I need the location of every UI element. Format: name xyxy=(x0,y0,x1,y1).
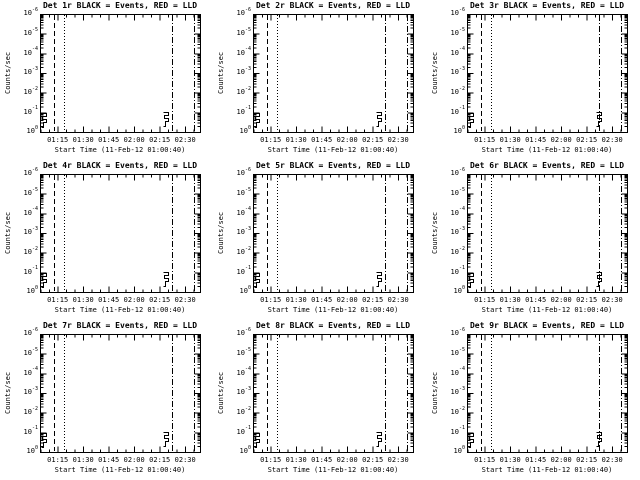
y-tick-label: $10^{-1}$ xyxy=(236,265,251,276)
events-trace xyxy=(164,113,169,127)
y-axis-title xyxy=(215,174,227,292)
x-tick-label: 01:15 xyxy=(260,296,282,304)
events-trace xyxy=(377,113,382,127)
x-tick-label: 02:15 xyxy=(576,136,598,144)
x-tick-label: 01:30 xyxy=(72,136,94,144)
y-axis-title-text: Counts/sec xyxy=(217,371,225,415)
y-tick-label: $10^0$ xyxy=(453,125,465,136)
x-tick-label: 02:00 xyxy=(336,136,358,144)
x-tick-label: 02:30 xyxy=(387,456,409,464)
events-trace xyxy=(377,273,382,287)
vertical-marker-lines xyxy=(268,15,408,131)
events-traces xyxy=(469,273,602,288)
x-axis-title: Start Time (11-Feb-12 01:00:40) xyxy=(54,306,186,314)
vertical-marker-lines xyxy=(482,175,622,291)
y-tick-label: $10^{-5}$ xyxy=(450,26,465,37)
y-tick-label: $10^{-2}$ xyxy=(23,405,38,416)
vertical-marker-lines xyxy=(55,15,195,131)
x-axis-title: Start Time (11-Feb-12 01:00:40) xyxy=(481,146,613,154)
plot-area xyxy=(253,334,415,454)
x-tick-label: 01:15 xyxy=(47,296,69,304)
plot-area xyxy=(253,174,415,294)
x-tick-label: 02:15 xyxy=(149,296,171,304)
x-tick-label: 02:30 xyxy=(387,296,409,304)
y-axis-title-text: Counts/sec xyxy=(431,51,439,95)
y-tick-label: $10^{-6}$ xyxy=(236,7,251,18)
y-tick-label: $10^{-5}$ xyxy=(236,346,251,357)
y-tick-label: $10^0$ xyxy=(26,285,38,296)
panel-title: Det 4r BLACK = Events, RED = LLD xyxy=(42,161,198,170)
panel-title: Det 3r BLACK = Events, RED = LLD xyxy=(469,1,625,10)
y-tick-label: $10^{-2}$ xyxy=(450,245,465,256)
vertical-marker-lines xyxy=(268,335,408,451)
x-axis-title: Start Time (11-Feb-12 01:00:40) xyxy=(481,466,613,474)
y-tick-label: $10^{-4}$ xyxy=(236,206,251,217)
vertical-marker-lines xyxy=(268,175,408,291)
y-tick-label: $10^{-3}$ xyxy=(23,386,38,397)
x-tick-label: 02:00 xyxy=(123,296,145,304)
y-axis-title-text: Counts/sec xyxy=(4,371,12,415)
y-tick-label: $10^{-2}$ xyxy=(23,85,38,96)
events-traces xyxy=(42,113,169,128)
events-trace xyxy=(164,433,169,447)
y-axis-title xyxy=(2,174,14,292)
x-tick-label: 01:45 xyxy=(525,296,547,304)
x-tick-label: 01:30 xyxy=(499,296,521,304)
y-tick-label: $10^{-3}$ xyxy=(450,226,465,237)
y-tick-label: $10^{-3}$ xyxy=(236,386,251,397)
x-tick-label: 01:15 xyxy=(474,136,496,144)
y-tick-label: $10^{-2}$ xyxy=(236,405,251,416)
y-axis-title xyxy=(429,174,441,292)
panel-title: Det 1r BLACK = Events, RED = LLD xyxy=(42,1,198,10)
y-tick-label: $10^{-5}$ xyxy=(23,26,38,37)
y-tick-label: $10^0$ xyxy=(239,445,251,456)
y-axis-title xyxy=(429,14,441,132)
y-tick-label: $10^{-4}$ xyxy=(236,366,251,377)
y-tick-label: $10^{-5}$ xyxy=(450,346,465,357)
plot-area xyxy=(467,174,629,294)
y-tick-label: $10^{-4}$ xyxy=(23,366,38,377)
y-tick-label: $10^{-3}$ xyxy=(450,66,465,77)
x-tick-label: 02:15 xyxy=(149,456,171,464)
plot-panel-det-9r xyxy=(427,320,640,480)
y-tick-label: $10^0$ xyxy=(239,285,251,296)
y-tick-label: $10^{-6}$ xyxy=(23,167,38,178)
events-traces xyxy=(255,113,382,128)
x-tick-label: 01:30 xyxy=(499,456,521,464)
y-tick-label: $10^{-3}$ xyxy=(236,226,251,237)
panel-title: Det 9r BLACK = Events, RED = LLD xyxy=(469,321,625,330)
x-tick-label: 02:00 xyxy=(550,296,572,304)
y-tick-label: $10^{-5}$ xyxy=(236,26,251,37)
y-tick-label: $10^{-6}$ xyxy=(236,167,251,178)
x-tick-label: 02:30 xyxy=(174,456,196,464)
y-tick-label: $10^{-2}$ xyxy=(23,245,38,256)
x-tick-label: 01:45 xyxy=(311,296,333,304)
vertical-marker-lines xyxy=(482,15,622,131)
panel-title: Det 2r BLACK = Events, RED = LLD xyxy=(255,1,411,10)
events-traces xyxy=(469,113,602,128)
x-tick-label: 02:15 xyxy=(576,456,598,464)
y-tick-label: $10^{-6}$ xyxy=(23,327,38,338)
x-axis-title: Start Time (11-Feb-12 01:00:40) xyxy=(54,466,186,474)
x-tick-label: 01:45 xyxy=(98,296,120,304)
vertical-marker-lines xyxy=(55,175,195,291)
x-tick-label: 02:30 xyxy=(174,296,196,304)
x-axis-title: Start Time (11-Feb-12 01:00:40) xyxy=(267,306,399,314)
y-tick-label: $10^{-6}$ xyxy=(23,7,38,18)
x-tick-label: 01:15 xyxy=(474,296,496,304)
x-tick-label: 01:15 xyxy=(260,456,282,464)
plot-panel-det-3r xyxy=(427,0,640,160)
events-traces xyxy=(42,273,169,288)
panel-title: Det 6r BLACK = Events, RED = LLD xyxy=(469,161,625,170)
y-tick-label: $10^{-5}$ xyxy=(23,346,38,357)
plot-area xyxy=(40,174,202,294)
x-tick-label: 02:15 xyxy=(576,296,598,304)
y-tick-label: $10^{-2}$ xyxy=(236,245,251,256)
y-tick-label: $10^0$ xyxy=(239,125,251,136)
x-tick-label: 01:30 xyxy=(285,136,307,144)
y-tick-label: $10^{-1}$ xyxy=(450,105,465,116)
y-axis-title xyxy=(2,14,14,132)
y-axis-title xyxy=(429,334,441,452)
x-axis-title: Start Time (11-Feb-12 01:00:40) xyxy=(267,466,399,474)
x-tick-label: 01:30 xyxy=(499,136,521,144)
x-tick-label: 02:00 xyxy=(336,456,358,464)
y-tick-label: $10^{-4}$ xyxy=(236,46,251,57)
plot-area xyxy=(40,14,202,134)
x-tick-label: 01:45 xyxy=(311,456,333,464)
plot-area xyxy=(467,14,629,134)
x-tick-label: 02:15 xyxy=(362,296,384,304)
x-tick-label: 02:00 xyxy=(336,296,358,304)
x-tick-label: 01:15 xyxy=(47,456,69,464)
y-tick-label: $10^{-2}$ xyxy=(450,85,465,96)
y-tick-label: $10^{-3}$ xyxy=(236,66,251,77)
y-axis-title-text: Counts/sec xyxy=(217,51,225,95)
x-tick-label: 02:15 xyxy=(149,136,171,144)
y-tick-label: $10^{-1}$ xyxy=(236,105,251,116)
events-trace xyxy=(377,433,382,447)
x-axis-title: Start Time (11-Feb-12 01:00:40) xyxy=(54,146,186,154)
y-axis-title xyxy=(2,334,14,452)
x-tick-label: 01:45 xyxy=(311,136,333,144)
x-axis-title: Start Time (11-Feb-12 01:00:40) xyxy=(267,146,399,154)
panel-title: Det 5r BLACK = Events, RED = LLD xyxy=(255,161,411,170)
y-tick-label: $10^{-1}$ xyxy=(23,425,38,436)
x-tick-label: 02:15 xyxy=(362,136,384,144)
y-tick-label: $10^{-6}$ xyxy=(450,7,465,18)
y-tick-label: $10^{-1}$ xyxy=(450,425,465,436)
x-tick-label: 02:30 xyxy=(601,136,623,144)
y-tick-label: $10^{-4}$ xyxy=(23,46,38,57)
events-traces xyxy=(469,433,602,448)
y-tick-label: $10^{-5}$ xyxy=(450,186,465,197)
plot-panel-det-6r xyxy=(427,160,640,320)
events-traces xyxy=(255,433,382,448)
y-tick-label: $10^{-2}$ xyxy=(236,85,251,96)
x-tick-label: 01:30 xyxy=(72,296,94,304)
y-tick-label: $10^{-4}$ xyxy=(23,206,38,217)
x-tick-label: 01:15 xyxy=(260,136,282,144)
x-tick-label: 01:45 xyxy=(98,456,120,464)
plot-area xyxy=(467,334,629,454)
y-axis-title-text: Counts/sec xyxy=(4,51,12,95)
x-tick-label: 01:30 xyxy=(285,296,307,304)
y-tick-label: $10^0$ xyxy=(453,285,465,296)
y-tick-label: $10^{-2}$ xyxy=(450,405,465,416)
y-tick-label: $10^0$ xyxy=(26,125,38,136)
x-tick-label: 02:30 xyxy=(601,456,623,464)
y-axis-title xyxy=(215,334,227,452)
x-tick-label: 01:15 xyxy=(47,136,69,144)
x-tick-label: 01:30 xyxy=(72,456,94,464)
vertical-marker-lines xyxy=(482,335,622,451)
y-tick-label: $10^{-3}$ xyxy=(450,386,465,397)
x-tick-label: 01:30 xyxy=(285,456,307,464)
y-axis-title-text: Counts/sec xyxy=(4,211,12,255)
plot-area xyxy=(253,14,415,134)
x-tick-label: 02:30 xyxy=(387,136,409,144)
y-tick-label: $10^{-4}$ xyxy=(450,46,465,57)
y-tick-label: $10^{-4}$ xyxy=(450,206,465,217)
y-tick-label: $10^{-4}$ xyxy=(450,366,465,377)
y-axis-title-text: Counts/sec xyxy=(431,371,439,415)
x-tick-label: 01:45 xyxy=(98,136,120,144)
y-tick-label: $10^{-1}$ xyxy=(450,265,465,276)
events-traces xyxy=(42,433,169,448)
y-axis-title-text: Counts/sec xyxy=(431,211,439,255)
y-tick-label: $10^{-6}$ xyxy=(450,167,465,178)
x-tick-label: 02:00 xyxy=(123,456,145,464)
x-tick-label: 01:45 xyxy=(525,136,547,144)
x-tick-label: 01:15 xyxy=(474,456,496,464)
x-tick-label: 02:30 xyxy=(174,136,196,144)
y-axis-title xyxy=(215,14,227,132)
x-tick-label: 02:00 xyxy=(550,456,572,464)
y-tick-label: $10^{-5}$ xyxy=(236,186,251,197)
y-tick-label: $10^{-1}$ xyxy=(23,265,38,276)
panel-title: Det 7r BLACK = Events, RED = LLD xyxy=(42,321,198,330)
panel-title: Det 8r BLACK = Events, RED = LLD xyxy=(255,321,411,330)
y-tick-label: $10^{-3}$ xyxy=(23,66,38,77)
x-tick-label: 02:15 xyxy=(362,456,384,464)
y-tick-label: $10^{-5}$ xyxy=(23,186,38,197)
y-tick-label: $10^0$ xyxy=(453,445,465,456)
events-trace xyxy=(164,273,169,287)
y-tick-label: $10^{-6}$ xyxy=(450,327,465,338)
y-tick-label: $10^{-6}$ xyxy=(236,327,251,338)
y-tick-label: $10^{-1}$ xyxy=(236,425,251,436)
x-tick-label: 02:00 xyxy=(550,136,572,144)
y-tick-label: $10^0$ xyxy=(26,445,38,456)
x-tick-label: 01:45 xyxy=(525,456,547,464)
y-axis-title-text: Counts/sec xyxy=(217,211,225,255)
x-tick-label: 02:00 xyxy=(123,136,145,144)
events-traces xyxy=(255,273,382,288)
plot-area xyxy=(40,334,202,454)
y-tick-label: $10^{-3}$ xyxy=(23,226,38,237)
y-tick-label: $10^{-1}$ xyxy=(23,105,38,116)
x-axis-title: Start Time (11-Feb-12 01:00:40) xyxy=(481,306,613,314)
x-tick-label: 02:30 xyxy=(601,296,623,304)
vertical-marker-lines xyxy=(55,335,195,451)
